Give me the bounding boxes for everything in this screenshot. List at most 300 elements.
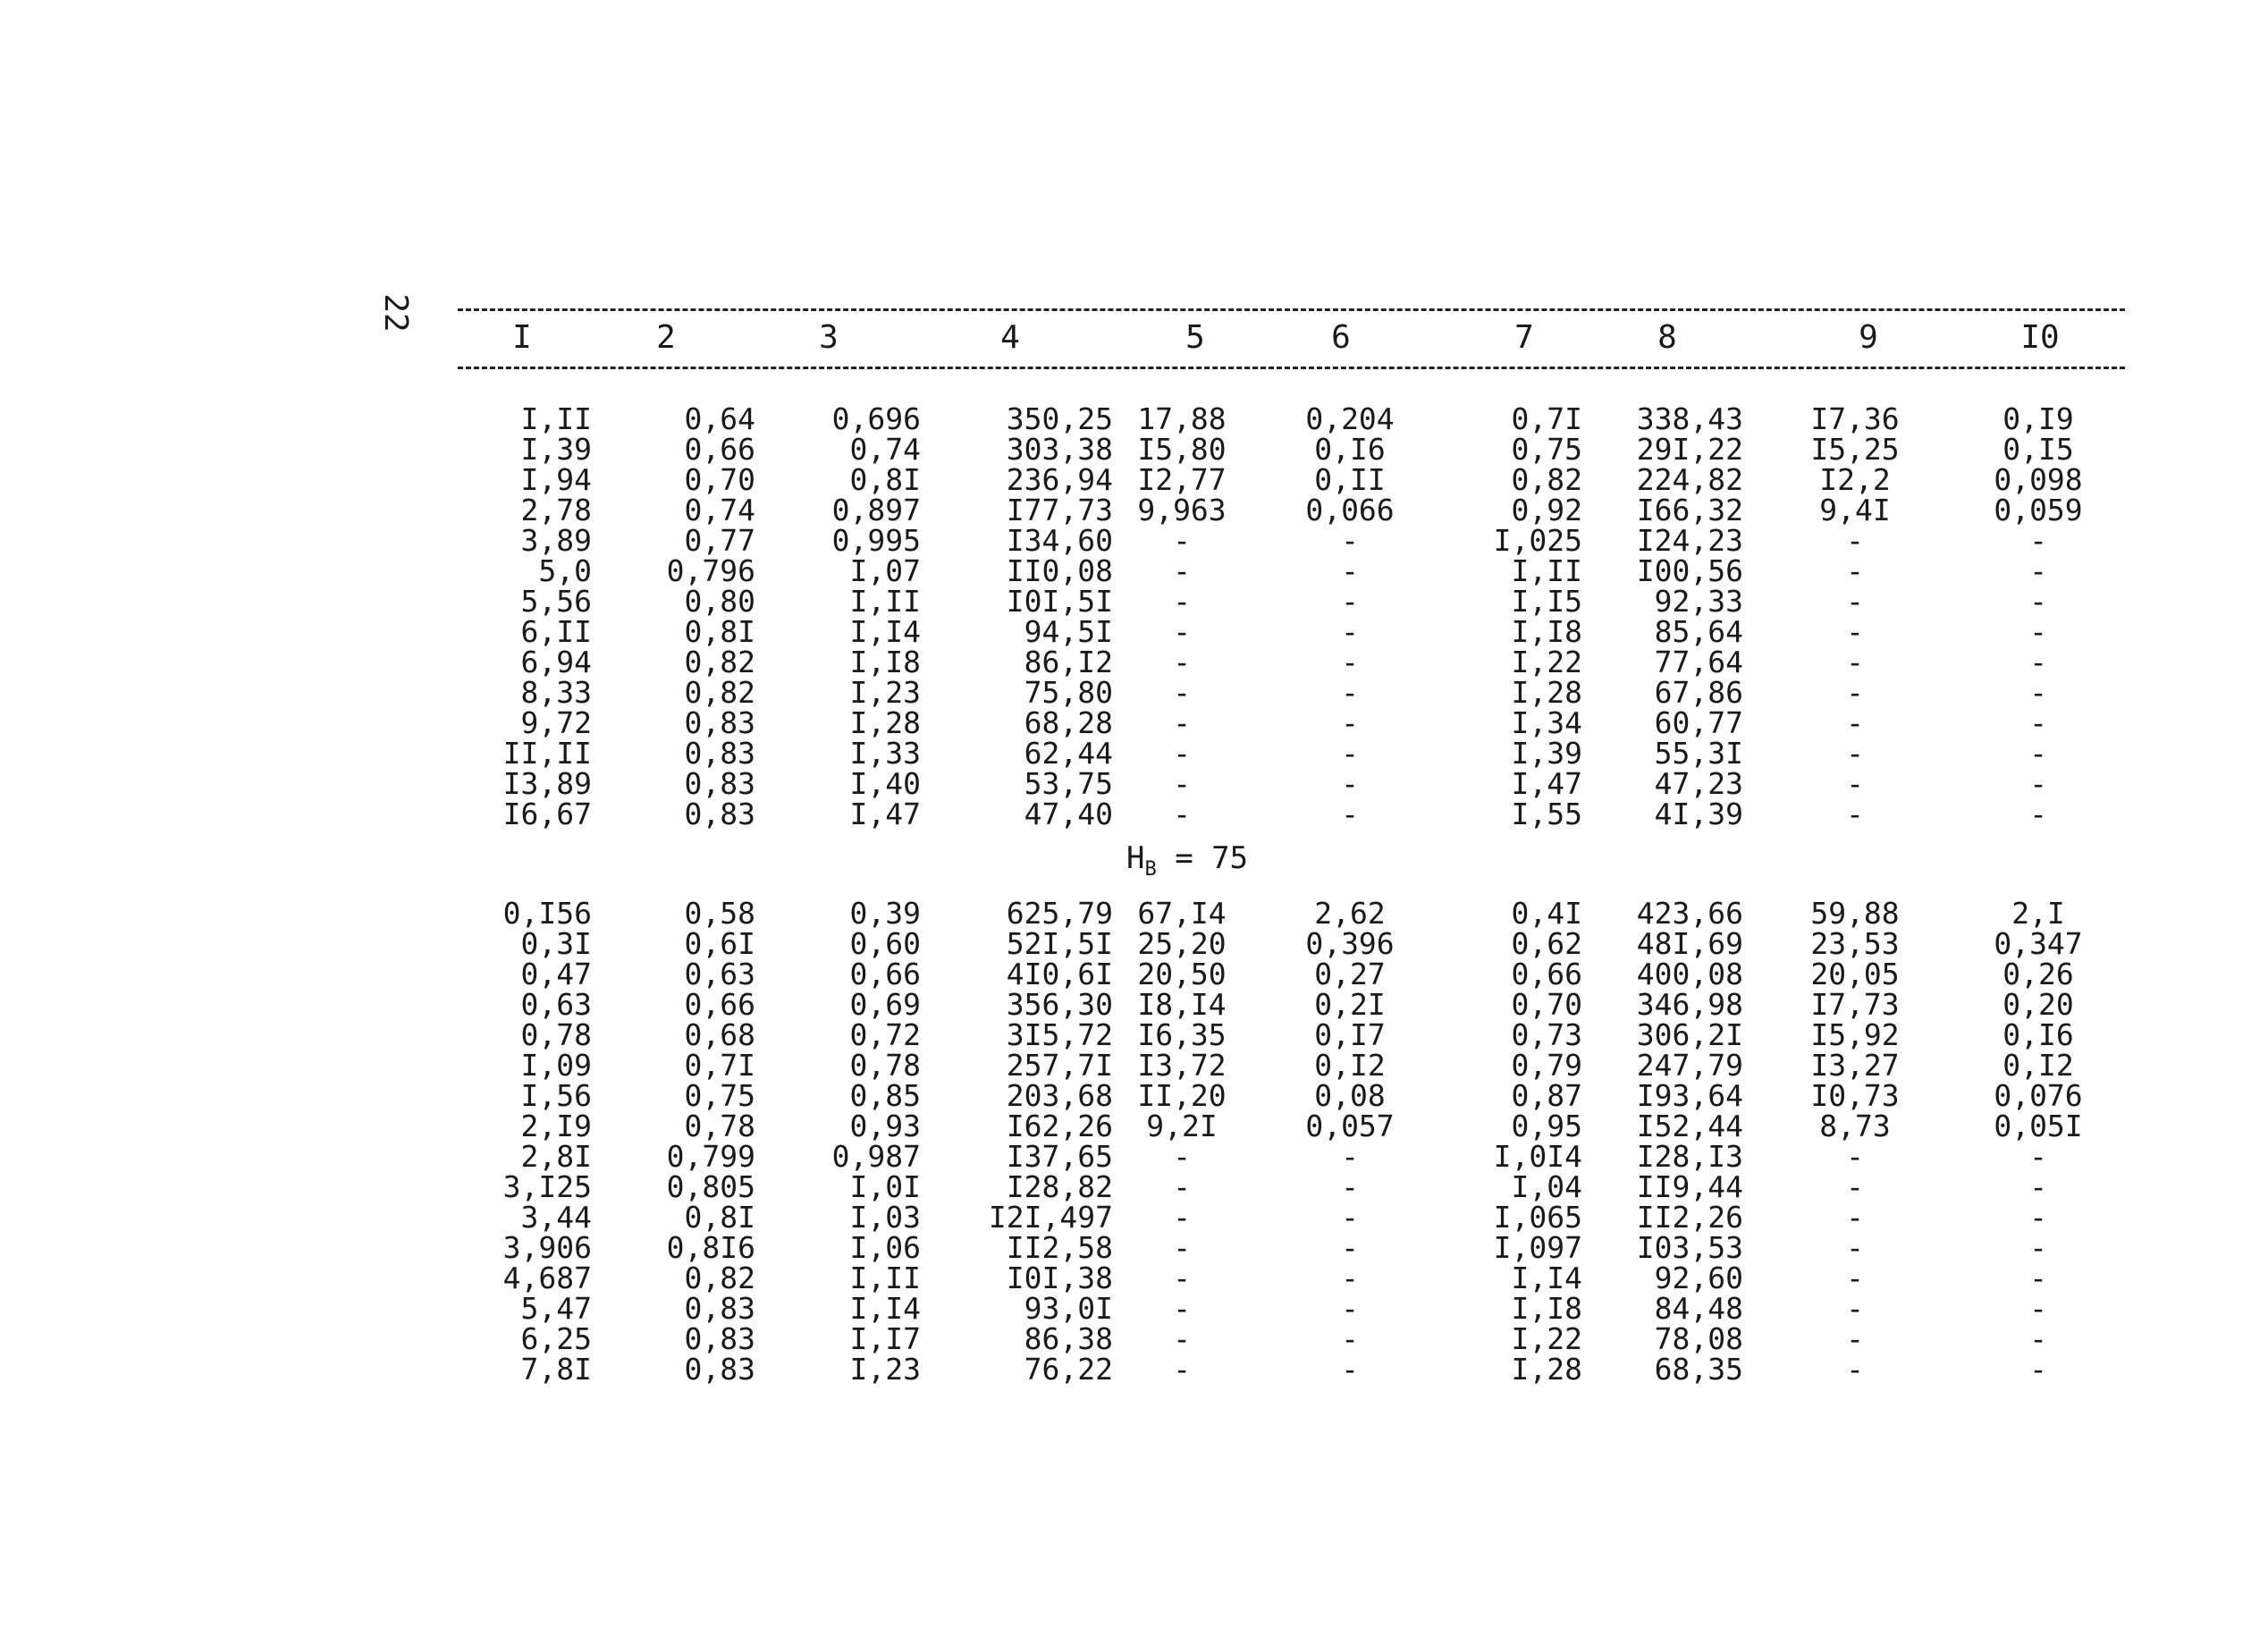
- table-cell: 47,23: [1654, 766, 1743, 801]
- table-cell: I,II: [1511, 553, 1582, 588]
- table-cell: -: [1341, 675, 1359, 710]
- table-cell: -: [2029, 766, 2047, 801]
- table-cell: -: [1173, 1169, 1191, 1204]
- table-cell: 0,076: [1994, 1078, 2083, 1113]
- table-cell: I,06: [849, 1230, 921, 1265]
- table-cell: -: [2029, 736, 2047, 771]
- table-cell: -: [1173, 705, 1191, 740]
- table-cell: 0,64: [684, 401, 755, 436]
- table-cell: I,04: [1511, 1169, 1582, 1204]
- table-cell: 400,08: [1636, 957, 1743, 991]
- table-cell: I6,67: [502, 797, 592, 831]
- table-cell: -: [1341, 1261, 1359, 1295]
- table-cell: -: [1846, 736, 1864, 771]
- table-cell: -: [2029, 1139, 2047, 1174]
- table-cell: 0,47: [520, 957, 592, 991]
- table-cell: 0,396: [1305, 926, 1395, 961]
- table-cell: I,34: [1511, 705, 1582, 740]
- table-cell: 0,05I: [1994, 1109, 2083, 1143]
- table-cell: I,065: [1493, 1200, 1582, 1235]
- table-cell: -: [1846, 766, 1864, 801]
- table-cell: -: [1341, 523, 1359, 558]
- table-cell: I,47: [1511, 766, 1582, 801]
- table-cell: 0,39: [849, 896, 921, 931]
- table-cell: II2,58: [1006, 1230, 1113, 1265]
- table-cell: -: [1341, 553, 1359, 588]
- table-cell: 0,70: [684, 462, 755, 497]
- table-cell: 0,057: [1305, 1109, 1395, 1143]
- table-cell: 0,80: [684, 584, 755, 619]
- table-cell: 0,72: [849, 1017, 921, 1052]
- table-cell: -: [1341, 1291, 1359, 1326]
- table-cell: 0,69: [849, 987, 921, 1022]
- table-cell: 350,25: [1006, 401, 1113, 436]
- table-cell: 0,78: [684, 1109, 755, 1143]
- table-cell: 68,28: [1024, 705, 1113, 740]
- table-cell: 9,2I: [1146, 1109, 1218, 1143]
- block-2-column: [1128, 898, 1235, 1385]
- table-cell: 0,70: [1511, 987, 1582, 1022]
- table-cell: 76,22: [1024, 1352, 1113, 1387]
- table-cell: 0,75: [1511, 432, 1582, 467]
- table-cell: 62,44: [1024, 736, 1113, 771]
- table-cell: -: [1846, 645, 1864, 679]
- table-cell: I,39: [520, 432, 592, 467]
- table-cell: 0,3I: [520, 926, 592, 961]
- table-cell: 3,906: [502, 1230, 592, 1265]
- table-cell: I5,92: [1810, 1017, 1900, 1052]
- table-cell: I,23: [849, 675, 921, 710]
- table-cell: 0,7I: [684, 1048, 755, 1083]
- table-cell: -: [1341, 645, 1359, 679]
- column-header: 6: [1331, 319, 1351, 356]
- table-cell: I,0I4: [1493, 1139, 1582, 1174]
- table-cell: I,28: [849, 705, 921, 740]
- table-cell: -: [2029, 1200, 2047, 1235]
- table-cell: 0,60: [849, 926, 921, 961]
- table-cell: 0,63: [684, 957, 755, 991]
- table-cell: 86,I2: [1024, 645, 1113, 679]
- table-cell: I2I,497: [988, 1200, 1113, 1235]
- table-cell: I5,25: [1810, 432, 1900, 467]
- table-cell: I8,I4: [1137, 987, 1227, 1022]
- table-cell: I7,73: [1810, 987, 1900, 1022]
- table-cell: 6,II: [520, 614, 592, 649]
- table-cell: 0,I7: [1314, 1017, 1386, 1052]
- table-cell: I28,I3: [1636, 1139, 1743, 1174]
- table-cell: 29I,22: [1636, 432, 1743, 467]
- table-cell: 3,I25: [502, 1169, 592, 1204]
- table-cell: -: [1846, 1169, 1864, 1204]
- table-cell: -: [1173, 1139, 1191, 1174]
- table-cell: I,I4: [1511, 1261, 1582, 1295]
- table-cell: 0,66: [1511, 957, 1582, 991]
- table-cell: 0,7I: [1511, 401, 1582, 436]
- table-cell: I,22: [1511, 645, 1582, 679]
- table-cell: I62,26: [1006, 1109, 1113, 1143]
- table-cell: 0,82: [1511, 462, 1582, 497]
- table-cell: I24,23: [1636, 523, 1743, 558]
- table-cell: 0,62: [1511, 926, 1582, 961]
- table-cell: I34,60: [1006, 523, 1113, 558]
- table-cell: -: [1846, 705, 1864, 740]
- table-cell: 47,40: [1024, 797, 1113, 831]
- table-cell: 303,38: [1006, 432, 1113, 467]
- table-cell: II9,44: [1636, 1169, 1743, 1204]
- table-cell: -: [1173, 797, 1191, 831]
- table-cell: 0,796: [666, 553, 755, 588]
- table-cell: 93,0I: [1024, 1291, 1113, 1326]
- block-2-column: [1457, 898, 1582, 1385]
- table-cell: 78,08: [1654, 1321, 1743, 1356]
- table-cell: -: [1341, 797, 1359, 831]
- table-cell: 0,95: [1511, 1109, 1582, 1143]
- table-cell: 2,I9: [520, 1109, 592, 1143]
- block-2-column: [1292, 898, 1408, 1385]
- table-cell: 4,687: [502, 1261, 592, 1295]
- table-cell: 0,74: [684, 493, 755, 527]
- table-cell: -: [1846, 553, 1864, 588]
- table-cell: -: [2029, 1321, 2047, 1356]
- table-cell: I,I4: [849, 614, 921, 649]
- block-1-column: [1600, 401, 1743, 831]
- table-cell: I,94: [520, 462, 592, 497]
- table-cell: -: [1173, 1291, 1191, 1326]
- table-cell: 0,83: [684, 1291, 755, 1326]
- table-cell: -: [1173, 645, 1191, 679]
- table-cell: -: [1341, 1352, 1359, 1387]
- table-cell: I,097: [1493, 1230, 1582, 1265]
- table-cell: -: [1341, 1139, 1359, 1174]
- table-cell: -: [1341, 705, 1359, 740]
- table-cell: I,09: [520, 1048, 592, 1083]
- table-cell: 0,I56: [502, 896, 592, 931]
- table-cell: 53,75: [1024, 766, 1113, 801]
- table-cell: 0,696: [831, 401, 921, 436]
- table-cell: I00,56: [1636, 553, 1743, 588]
- table-cell: I0I,5I: [1006, 584, 1113, 619]
- block-2-column: [1600, 898, 1743, 1385]
- table-cell: -: [1341, 1230, 1359, 1265]
- table-cell: 0,08: [1314, 1078, 1386, 1113]
- table-cell: -: [2029, 1261, 2047, 1295]
- table-cell: 3,89: [520, 523, 592, 558]
- table-cell: 85,64: [1654, 614, 1743, 649]
- table-cell: 0,II: [1314, 462, 1386, 497]
- table-cell: 0,73: [1511, 1017, 1582, 1052]
- table-cell: 0,I9: [2002, 401, 2074, 436]
- table-cell: 0,805: [666, 1169, 755, 1204]
- table-cell: 5,0: [538, 553, 592, 588]
- table-cell: -: [2029, 1291, 2047, 1326]
- block-1-column: [961, 401, 1113, 831]
- table-cell: 60,77: [1654, 705, 1743, 740]
- table-cell: 67,86: [1654, 675, 1743, 710]
- table-cell: I,28: [1511, 1352, 1582, 1387]
- table-cell: I,40: [849, 766, 921, 801]
- table-cell: I,22: [1511, 1321, 1582, 1356]
- table-cell: -: [1846, 1230, 1864, 1265]
- table-cell: 0,098: [1994, 462, 2083, 497]
- table-cell: 0,83: [684, 1321, 755, 1356]
- table-cell: 9,963: [1137, 493, 1227, 527]
- table-cell: I0I,38: [1006, 1261, 1113, 1295]
- table-cell: 9,4I: [1819, 493, 1891, 527]
- table-cell: 6,94: [520, 645, 592, 679]
- table-cell: 9,72: [520, 705, 592, 740]
- column-header: 9: [1859, 319, 1878, 356]
- block-2-column: [961, 898, 1113, 1385]
- table-cell: -: [1846, 523, 1864, 558]
- table-cell: -: [1846, 675, 1864, 710]
- table-cell: -: [2029, 523, 2047, 558]
- table-cell: I,I4: [849, 1291, 921, 1326]
- table-cell: -: [1341, 584, 1359, 619]
- table-cell: 0,8I6: [666, 1230, 755, 1265]
- page-number: 22: [377, 293, 414, 333]
- table-cell: I37,65: [1006, 1139, 1113, 1174]
- table-cell: -: [1846, 614, 1864, 649]
- table-cell: -: [1173, 584, 1191, 619]
- table-cell: 0,897: [831, 493, 921, 527]
- table-cell: 0,059: [1994, 493, 2083, 527]
- table-cell: 59,88: [1810, 896, 1900, 931]
- table-cell: I2,2: [1819, 462, 1891, 497]
- section-label: $H_B = 75$: [1126, 840, 1249, 881]
- table-cell: 356,30: [1006, 987, 1113, 1022]
- table-cell: I,56: [520, 1078, 592, 1113]
- table-cell: -: [2029, 645, 2047, 679]
- block-1-column: [1980, 401, 2096, 831]
- table-cell: -: [1341, 736, 1359, 771]
- table-cell: 0,204: [1305, 401, 1395, 436]
- table-cell: 5,47: [520, 1291, 592, 1326]
- table-cell: 0,66: [684, 432, 755, 467]
- table-cell: -: [1173, 1230, 1191, 1265]
- block-1-column: [1797, 401, 1913, 831]
- table-cell: I,II: [849, 584, 921, 619]
- table-cell: 20,05: [1810, 957, 1900, 991]
- table-cell: 0,79: [1511, 1048, 1582, 1083]
- table-cell: I3,72: [1137, 1048, 1227, 1083]
- table-cell: -: [2029, 705, 2047, 740]
- table-cell: 247,79: [1636, 1048, 1743, 1083]
- table-cell: 0,4I: [1511, 896, 1582, 931]
- column-header: 8: [1657, 319, 1677, 356]
- table-cell: -: [1173, 736, 1191, 771]
- table-cell: 236,94: [1006, 462, 1113, 497]
- table-cell: 2,8I: [520, 1139, 592, 1174]
- table-cell: II0,08: [1006, 553, 1113, 588]
- table-cell: -: [1173, 1261, 1191, 1295]
- table-cell: -: [1173, 553, 1191, 588]
- table-cell: 0,83: [684, 736, 755, 771]
- table-cell: -: [1173, 523, 1191, 558]
- table-cell: 0,93: [849, 1109, 921, 1143]
- table-cell: I,I8: [1511, 614, 1582, 649]
- table-cell: I,33: [849, 736, 921, 771]
- table-cell: 0,78: [849, 1048, 921, 1083]
- table-cell: 0,92: [1511, 493, 1582, 527]
- table-cell: 0,83: [684, 1352, 755, 1387]
- table-cell: 0,77: [684, 523, 755, 558]
- block-1-column: [1128, 401, 1235, 831]
- table-cell: 2,62: [1314, 896, 1386, 931]
- table-cell: I93,64: [1636, 1078, 1743, 1113]
- table-cell: -: [1173, 675, 1191, 710]
- table-cell: I,I8: [1511, 1291, 1582, 1326]
- table-cell: -: [1173, 614, 1191, 649]
- table-cell: 338,43: [1636, 401, 1743, 436]
- table-cell: -: [2029, 553, 2047, 588]
- table-cell: 0,75: [684, 1078, 755, 1113]
- table-cell: 0,I5: [2002, 432, 2074, 467]
- table-cell: -: [1846, 584, 1864, 619]
- column-header: 4: [1000, 319, 1020, 356]
- table-cell: I52,44: [1636, 1109, 1743, 1143]
- table-cell: 0,799: [666, 1139, 755, 1174]
- table-cell: I,23: [849, 1352, 921, 1387]
- block-1-column: [787, 401, 921, 831]
- table-cell: I5,80: [1137, 432, 1227, 467]
- table-cell: 0,82: [684, 675, 755, 710]
- table-cell: 0,58: [684, 896, 755, 931]
- table-cell: 0,26: [2002, 957, 2074, 991]
- table-cell: I,03: [849, 1200, 921, 1235]
- table-cell: I,II: [520, 401, 592, 436]
- table-cell: I,39: [1511, 736, 1582, 771]
- table-cell: -: [1846, 1352, 1864, 1387]
- table-cell: 0,I2: [1314, 1048, 1386, 1083]
- table-cell: 0,85: [849, 1078, 921, 1113]
- table-cell: I,0I: [849, 1169, 921, 1204]
- table-cell: I28,82: [1006, 1169, 1113, 1204]
- column-header: I0: [2020, 319, 2060, 356]
- table-cell: -: [1341, 1169, 1359, 1204]
- table-cell: I7,36: [1810, 401, 1900, 436]
- table-cell: 0,66: [684, 987, 755, 1022]
- table-cell: 0,I2: [2002, 1048, 2074, 1083]
- table-cell: 23,53: [1810, 926, 1900, 961]
- table-cell: 8,33: [520, 675, 592, 710]
- table-cell: 0,82: [684, 1261, 755, 1295]
- table-cell: -: [2029, 614, 2047, 649]
- header-bottom-rule: [458, 367, 2125, 369]
- table-cell: 7,8I: [520, 1352, 592, 1387]
- block-2-column: [458, 898, 592, 1385]
- table-cell: 224,82: [1636, 462, 1743, 497]
- block-1-column: [639, 401, 755, 831]
- table-cell: 0,8I: [849, 462, 921, 497]
- block-1-column: [1292, 401, 1408, 831]
- table-cell: I,28: [1511, 675, 1582, 710]
- table-cell: -: [1173, 1200, 1191, 1235]
- table-cell: -: [1846, 1291, 1864, 1326]
- block-2-column: [1797, 898, 1913, 1385]
- table-cell: 67,I4: [1137, 896, 1227, 931]
- table-cell: I,I8: [849, 645, 921, 679]
- table-cell: -: [1846, 1200, 1864, 1235]
- table-cell: 0,987: [831, 1139, 921, 1174]
- table-cell: -: [1846, 1321, 1864, 1356]
- table-cell: -: [2029, 584, 2047, 619]
- table-cell: 203,68: [1006, 1078, 1113, 1113]
- table-cell: 0,2I: [1314, 987, 1386, 1022]
- table-cell: 3,44: [520, 1200, 592, 1235]
- table-cell: I,47: [849, 797, 921, 831]
- table-cell: 0,83: [684, 797, 755, 831]
- table-cell: I,II: [849, 1261, 921, 1295]
- table-cell: 0,I6: [1314, 432, 1386, 467]
- column-header: 3: [819, 319, 839, 356]
- table-cell: 2,78: [520, 493, 592, 527]
- column-header: 5: [1185, 319, 1205, 356]
- table-cell: 75,80: [1024, 675, 1113, 710]
- table-cell: -: [1173, 766, 1191, 801]
- table-cell: 0,8I: [684, 1200, 755, 1235]
- table-cell: I66,32: [1636, 493, 1743, 527]
- table-cell: 52I,5I: [1006, 926, 1113, 961]
- table-cell: I6,35: [1137, 1017, 1227, 1052]
- table-cell: 92,60: [1654, 1261, 1743, 1295]
- table-cell: 0,83: [684, 705, 755, 740]
- table-cell: -: [1341, 766, 1359, 801]
- table-cell: -: [1173, 1321, 1191, 1356]
- table-cell: -: [2029, 797, 2047, 831]
- table-cell: 0,83: [684, 766, 755, 801]
- table-cell: 306,2I: [1636, 1017, 1743, 1052]
- table-cell: 48I,69: [1636, 926, 1743, 961]
- table-cell: -: [1846, 797, 1864, 831]
- table-cell: 0,995: [831, 523, 921, 558]
- table-cell: 20,50: [1137, 957, 1227, 991]
- table-cell: 94,5I: [1024, 614, 1113, 649]
- table-cell: -: [2029, 1352, 2047, 1387]
- table-cell: 68,35: [1654, 1352, 1743, 1387]
- table-cell: 0,066: [1305, 493, 1395, 527]
- table-cell: -: [1846, 1139, 1864, 1174]
- table-cell: 0,63: [520, 987, 592, 1022]
- table-cell: -: [1846, 1261, 1864, 1295]
- table-cell: 0,66: [849, 957, 921, 991]
- table-cell: 17,88: [1137, 401, 1227, 436]
- column-header: 2: [656, 319, 676, 356]
- table-cell: II2,26: [1636, 1200, 1743, 1235]
- table-cell: I77,73: [1006, 493, 1113, 527]
- table-cell: 0,82: [684, 645, 755, 679]
- table-cell: I2,77: [1137, 462, 1227, 497]
- table-cell: II,20: [1137, 1078, 1227, 1113]
- column-header: 7: [1514, 319, 1534, 356]
- block-2-column: [787, 898, 921, 1385]
- block-1-column: [1457, 401, 1582, 831]
- table-cell: I,I7: [849, 1321, 921, 1356]
- table-cell: 0,20: [2002, 987, 2074, 1022]
- table-cell: 0,78: [520, 1017, 592, 1052]
- table-cell: -: [2029, 1230, 2047, 1265]
- table-cell: 0,347: [1994, 926, 2083, 961]
- table-cell: 0,68: [684, 1017, 755, 1052]
- table-cell: I,07: [849, 553, 921, 588]
- table-cell: 5,56: [520, 584, 592, 619]
- table-cell: I3,89: [502, 766, 592, 801]
- table-cell: 257,7I: [1006, 1048, 1113, 1083]
- block-1-column: [458, 401, 592, 831]
- table-cell: 92,33: [1654, 584, 1743, 619]
- table-cell: 0,8I: [684, 614, 755, 649]
- table-cell: -: [1341, 1321, 1359, 1356]
- table-cell: 0,74: [849, 432, 921, 467]
